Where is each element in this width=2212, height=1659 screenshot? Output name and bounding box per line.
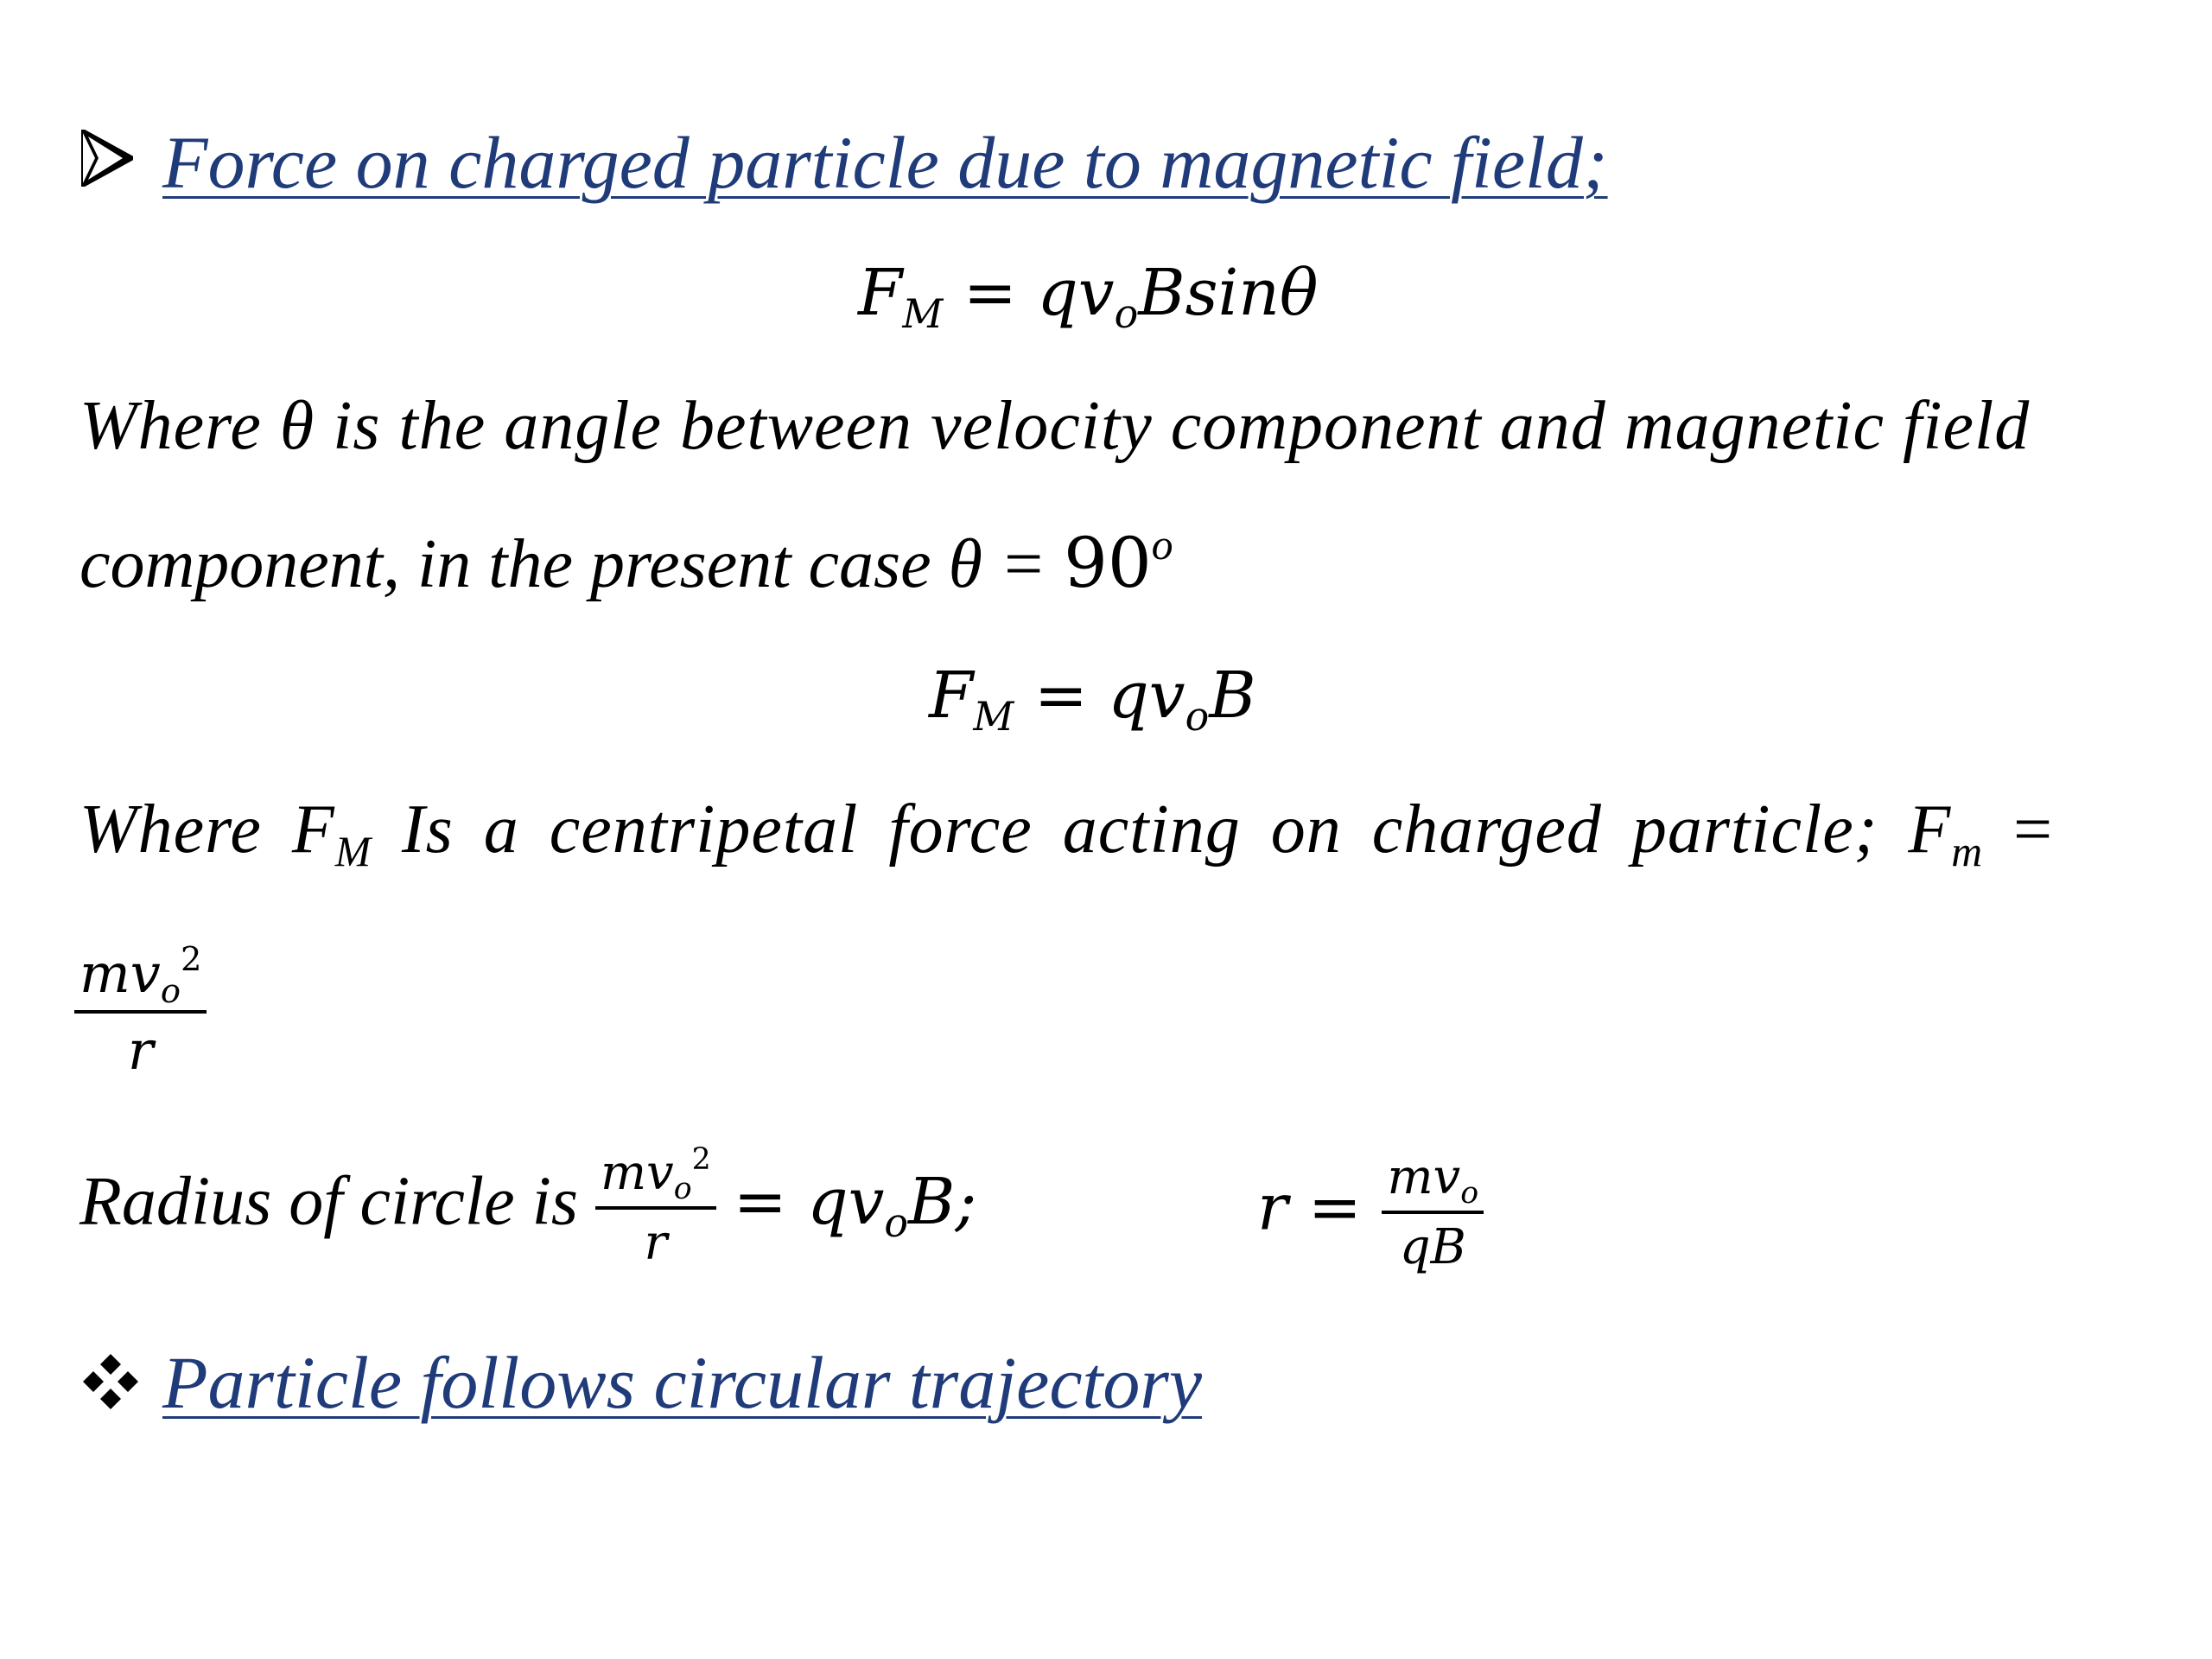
equation-magnetic-force: $F_M = qv_oBsin\theta$ [858, 256, 1319, 337]
heading-circular-trajectory: Particle follows circular trajectory [162, 1341, 1203, 1424]
radius-equation: Radius of circle is $\frac{mv_o^2}{r}$ = $qv_oB$; [79, 1142, 977, 1271]
paragraph-angle-line2: component, in the present case $\theta = 90^o$ [79, 520, 1173, 603]
equation-magnetic-force-perpendicular: $F_M = qv_oB$ [929, 658, 1256, 740]
paragraph-angle-line1: Where θ is the angle between velocity component and magnetic field [79, 388, 2031, 464]
fraction-centripetal: $\frac{mv_o^2}{r}$ [74, 942, 207, 1082]
radius-result-equation: r = $\frac{mv_o}{qB}$ [1257, 1149, 1484, 1275]
diamond-bullet-icon [81, 1352, 140, 1411]
heading-force-on-charged-particle: Force on charged particle due to magnetic field; [162, 121, 1608, 204]
arrow-bullet-icon [81, 130, 133, 187]
paragraph-centripetal-force: Where $F_M$ Is a centripetal force acting on charged particle; $F_m$ = [79, 791, 2054, 875]
